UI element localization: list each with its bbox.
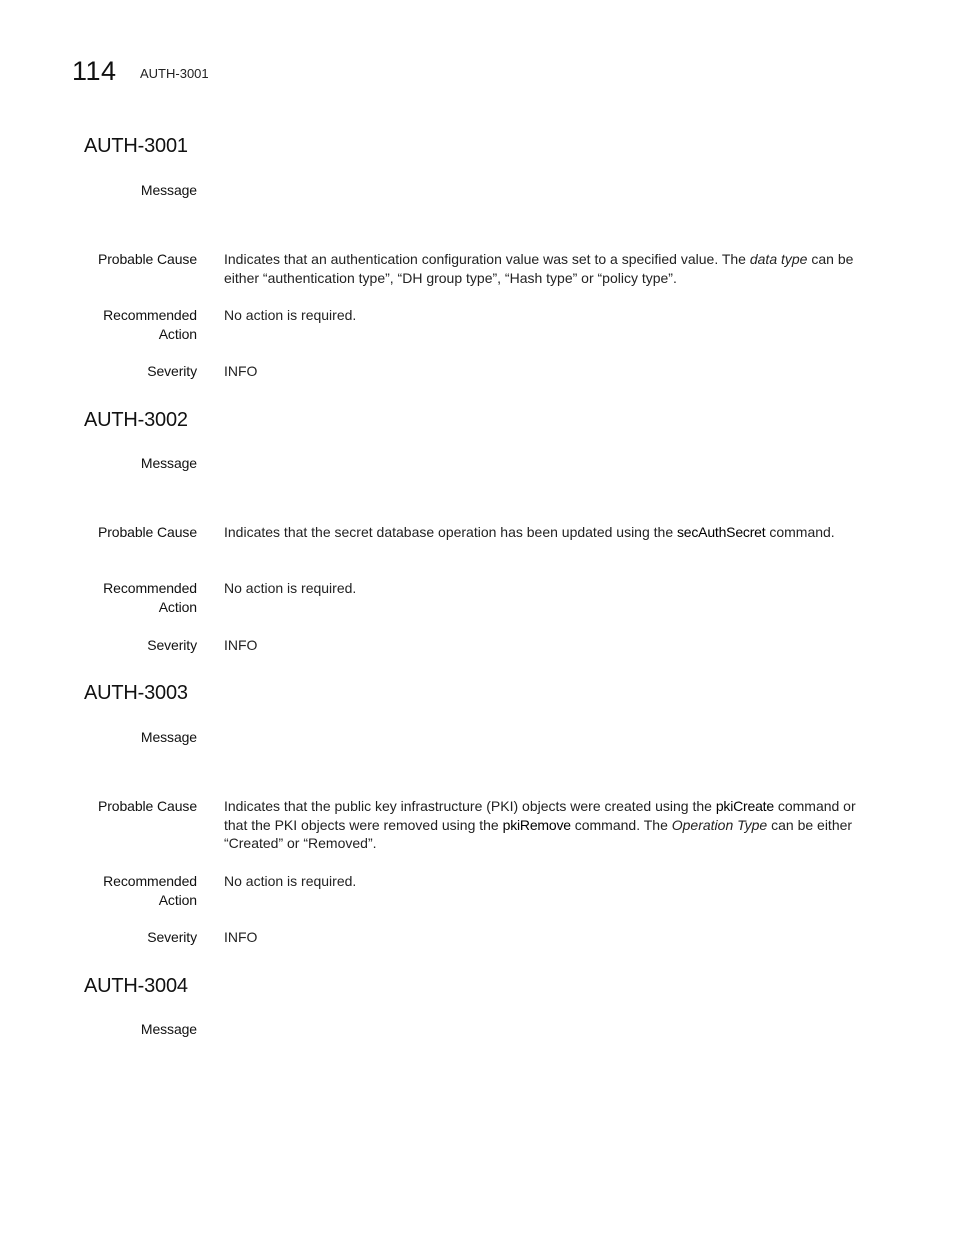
- label-line: Action: [158, 892, 197, 908]
- command-name: secAuthSecret: [677, 524, 766, 540]
- text-run: command. The: [570, 816, 672, 833]
- command-name: pkiCreate: [715, 798, 774, 814]
- recommended-action-text: No action is required.: [224, 307, 357, 323]
- text-run: Indicates that the secret database operation has been updated using the: [224, 524, 677, 540]
- message-label: Message: [140, 729, 197, 745]
- running-title: AUTH-3001: [140, 66, 209, 81]
- text-run: can be either “authentication type”, “DH group type”, “Hash type” or “policy type”.: [224, 251, 854, 286]
- recommended-action-text: No action is required.: [224, 580, 357, 596]
- label-line: Recommended: [103, 580, 197, 596]
- label-line: Recommended: [103, 873, 197, 889]
- text-run: command.: [765, 524, 835, 540]
- text-run: Indicates that an authentication configuration value was set to a specified value. The: [224, 251, 750, 267]
- severity-label: Severity: [147, 929, 197, 945]
- message-label: Message: [140, 1021, 197, 1037]
- message-label: Message: [140, 455, 197, 471]
- recommended-action-label: [67, 872, 197, 910]
- text-run: Indicates that the public key infrastructure (PKI) objects were created using the: [224, 798, 716, 814]
- probable-cause-text: [224, 797, 874, 853]
- severity-label: Severity: [147, 637, 197, 653]
- probable-cause-text: [224, 523, 874, 542]
- severity-value: INFO: [224, 637, 258, 653]
- label-line: Recommended: [103, 307, 197, 323]
- severity-value: INFO: [224, 363, 258, 379]
- text-run: can be either “Created” or “Removed”.: [224, 816, 853, 851]
- message-label: Message: [140, 182, 197, 198]
- command-name: pkiRemove: [502, 816, 571, 833]
- section-title: AUTH-3003: [84, 682, 188, 704]
- label-line: Action: [158, 326, 197, 342]
- probable-cause-label: Probable Cause: [98, 251, 197, 267]
- section-title: AUTH-3002: [84, 409, 188, 431]
- severity-value: INFO: [224, 929, 258, 945]
- page-number: 114: [72, 56, 117, 86]
- recommended-action-label: [67, 306, 197, 344]
- recommended-action-label: [67, 579, 197, 617]
- text-run: command or that the PKI objects were removed using the: [224, 798, 856, 833]
- emphasis-text: Operation Type: [671, 816, 768, 833]
- probable-cause-label: Probable Cause: [98, 524, 197, 540]
- section-title: AUTH-3001: [84, 135, 188, 157]
- section-title: AUTH-3004: [84, 975, 188, 997]
- label-line: Action: [158, 599, 197, 615]
- severity-label: Severity: [147, 363, 197, 379]
- emphasis-text: data type: [749, 251, 808, 267]
- probable-cause-text: [224, 250, 874, 287]
- probable-cause-label: Probable Cause: [98, 798, 197, 814]
- recommended-action-text: No action is required.: [224, 873, 357, 889]
